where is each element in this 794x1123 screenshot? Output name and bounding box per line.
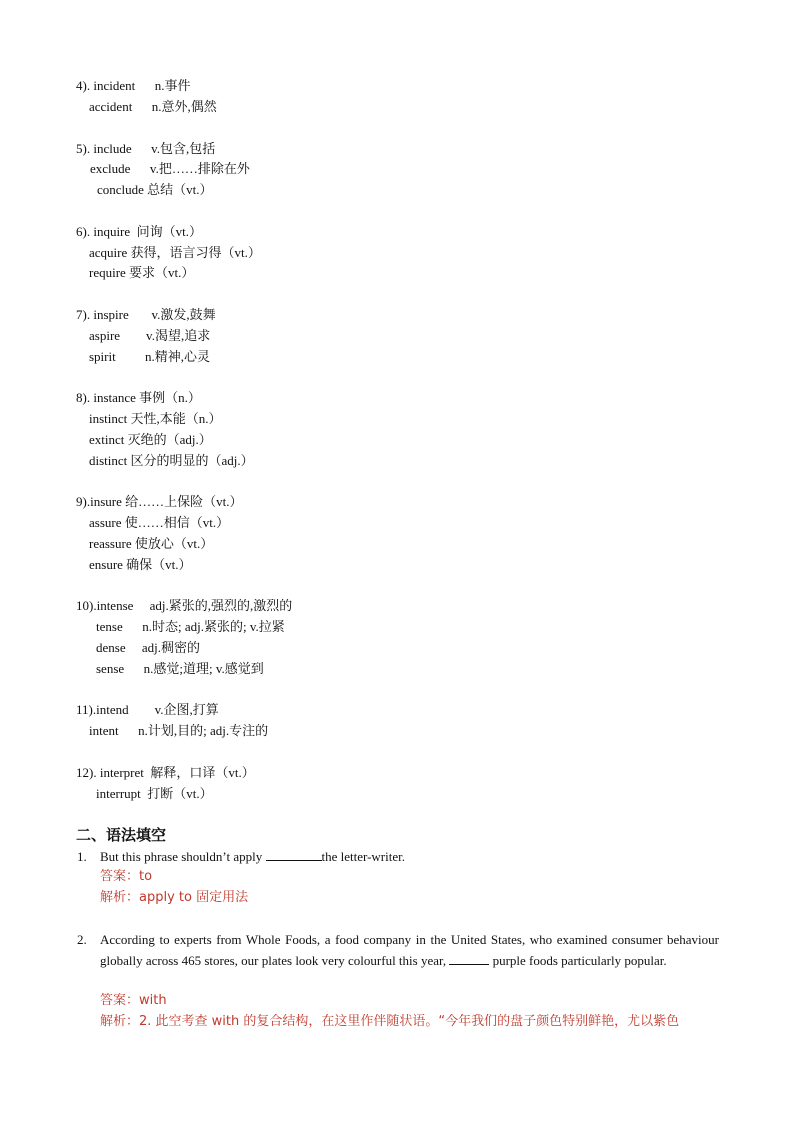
analysis: 解析：apply to 固定用法 bbox=[100, 890, 249, 905]
vocab-line: 4). incident n.事件 bbox=[76, 78, 191, 93]
question-text-before: But this phrase shouldn’t apply bbox=[100, 849, 266, 864]
vocab-line: assure 使……相信（vt.） bbox=[89, 515, 230, 530]
vocab-line: exclude v.把……排除在外 bbox=[90, 161, 250, 176]
analysis: 解析：2. 此空考查 with 的复合结构，在这里作伴随状语。“今年我们的盘子颜色特别鲜艳，尤以紫色 bbox=[100, 1014, 680, 1029]
answer: 答案：to bbox=[100, 869, 153, 884]
question-text-after: the letter-writer. bbox=[321, 849, 405, 864]
question-text bbox=[100, 846, 405, 867]
vocab-line: acquire 获得，语言习得（vt.） bbox=[89, 245, 261, 260]
vocab-line: instinct 天性,本能（n.） bbox=[89, 411, 222, 426]
vocab-line: 12). interpret 解释，口译（vt.） bbox=[76, 765, 255, 780]
answer-blank bbox=[266, 848, 322, 861]
vocab-line: dense adj.稠密的 bbox=[96, 640, 200, 655]
question-text-before: According to experts from Whole Foods, a food company in the United States, who examined consumer behaviour globally across 465 stores, our plates look very colourful this year, bbox=[100, 932, 719, 968]
vocab-line: 8). instance 事例（n.） bbox=[76, 390, 201, 405]
vocab-line: tense n.时态; adj.紧张的; v.拉紧 bbox=[96, 619, 285, 634]
vocab-line: 5). include v.包含,包括 bbox=[76, 141, 216, 156]
vocab-line: 7). inspire v.激发,鼓舞 bbox=[76, 307, 216, 322]
vocab-line: distinct 区分的明显的（adj.） bbox=[89, 453, 254, 468]
vocab-line: 6). inquire 问询（vt.） bbox=[76, 224, 203, 239]
vocab-line: 9).insure 给……上保险（vt.） bbox=[76, 494, 243, 509]
vocab-line: sense n.感觉;道理; v.感觉到 bbox=[96, 661, 264, 676]
vocab-line: 10).intense adj.紧张的,强烈的,激烈的 bbox=[76, 598, 293, 613]
vocab-line: accident n.意外,偶然 bbox=[89, 99, 217, 114]
vocab-line: require 要求（vt.） bbox=[89, 265, 195, 280]
vocab-line: 11).intend v.企图,打算 bbox=[76, 702, 219, 717]
vocab-line: intent n.计划,目的; adj.专注的 bbox=[89, 723, 269, 738]
question-number: 1. bbox=[77, 849, 87, 864]
vocab-line: conclude 总结（vt.） bbox=[97, 182, 213, 197]
question-text-after: purple foods particularly popular. bbox=[489, 953, 667, 968]
question-text bbox=[100, 929, 719, 971]
vocab-line: aspire v.渴望,追求 bbox=[89, 328, 211, 343]
vocab-line: reassure 使放心（vt.） bbox=[89, 536, 214, 551]
question-number: 2. bbox=[77, 932, 87, 947]
vocab-line: interrupt 打断（vt.） bbox=[96, 786, 213, 801]
section-title: 二、语法填空 bbox=[76, 826, 167, 844]
answer-blank bbox=[449, 952, 489, 965]
answer: 答案：with bbox=[100, 993, 167, 1008]
vocab-line: extinct 灭绝的（adj.） bbox=[89, 432, 212, 447]
vocab-line: spirit n.精神,心灵 bbox=[89, 349, 210, 364]
vocab-line: ensure 确保（vt.） bbox=[89, 557, 192, 572]
